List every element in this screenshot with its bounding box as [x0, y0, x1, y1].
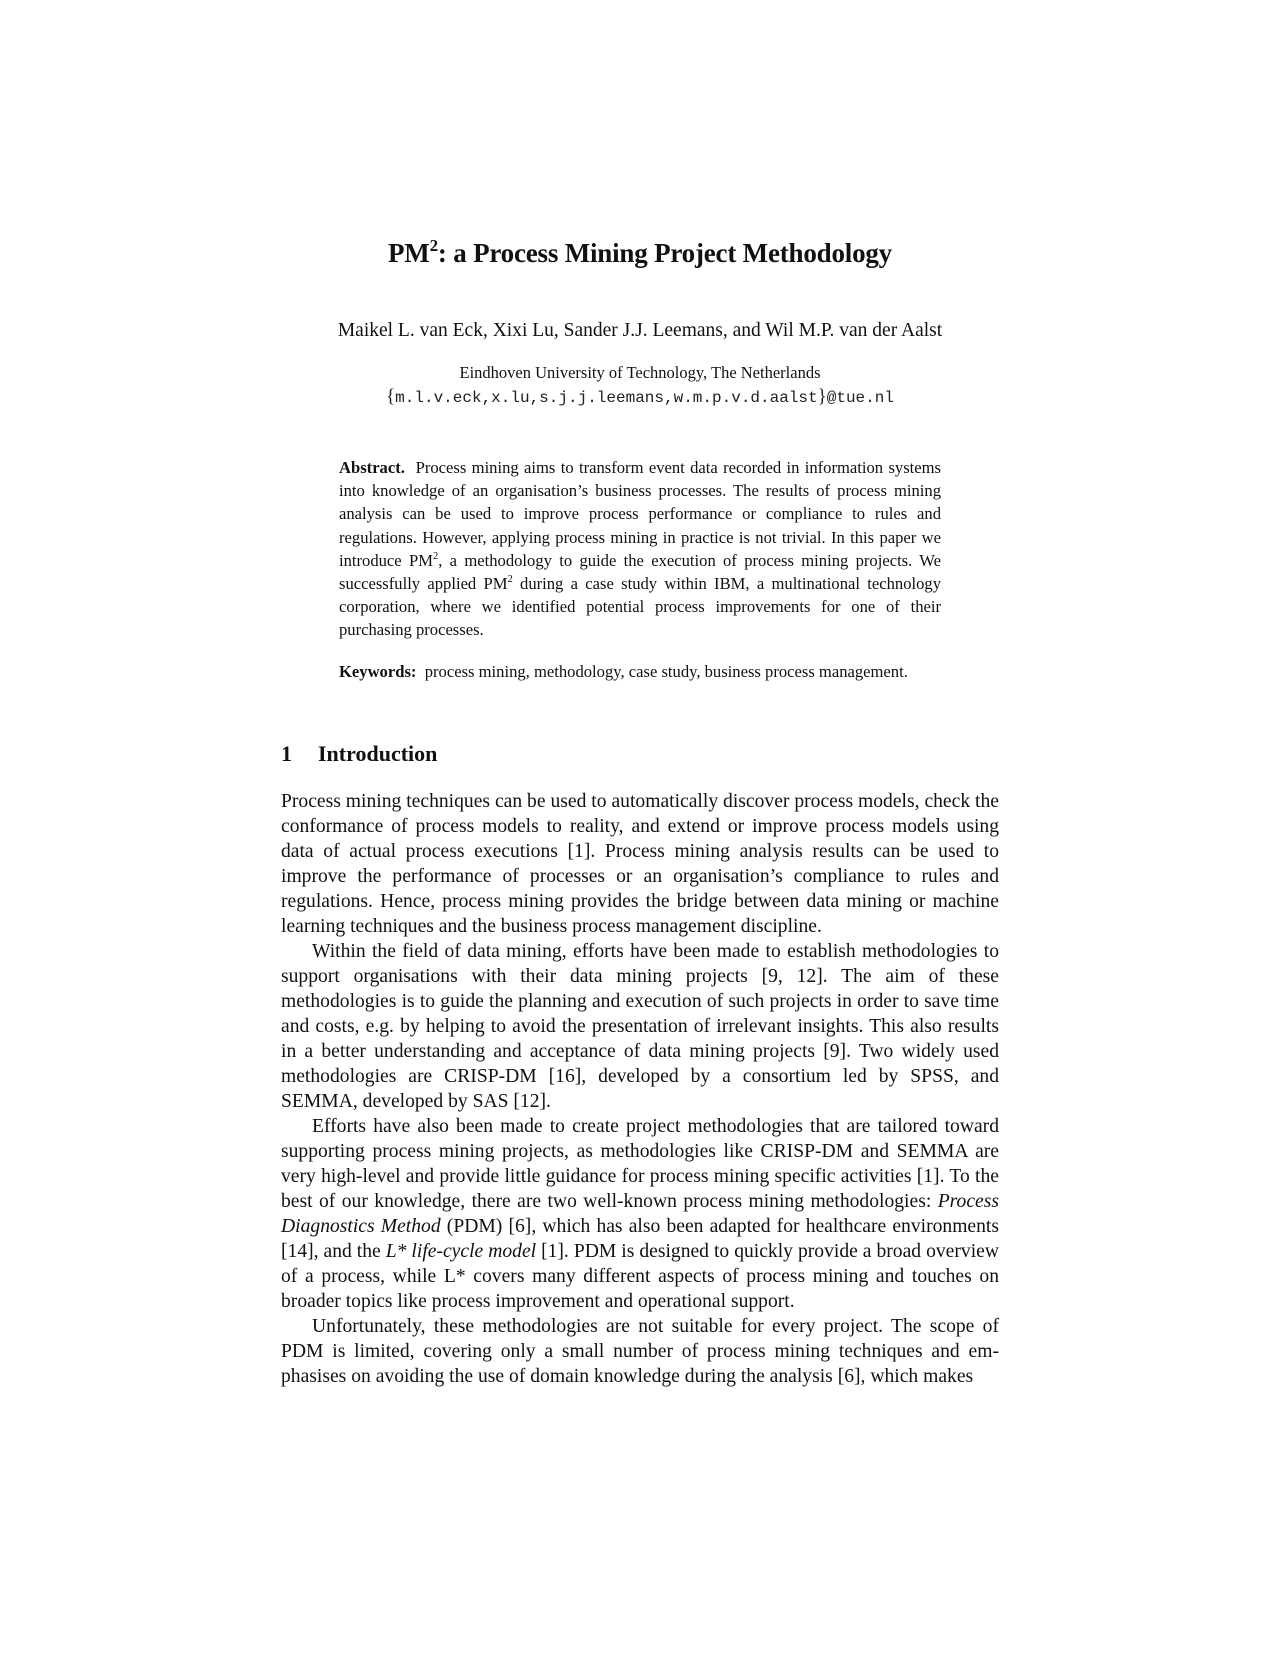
email-brace-open: {: [386, 386, 396, 407]
abstract-label: Abstract.: [339, 458, 405, 477]
author-list: Maikel L. van Eck, Xixi Lu, Sander J.J. Leemans, and Wil M.P. van der Aalst: [337, 320, 943, 341]
abstract-text-3: during a case study within IBM, a multinational technology corporation, where we identified potential process improvements for one of their purchasing processes.: [339, 574, 941, 640]
email-brace-close: }: [817, 386, 827, 407]
paragraph-3-part-b: (PDM) [6], which has also been adapted for healthcare environments [14], and the: [281, 1216, 999, 1262]
email-names: m.l.v.eck,x.lu,s.j.j.leemans,w.m.p.v.d.aalst: [395, 389, 818, 407]
paragraph-3-italic-pdm: Process Diagnostics Method: [281, 1191, 999, 1237]
email-domain: @tue.nl: [826, 389, 894, 407]
body-text: [281, 789, 999, 1389]
section-number: 1: [281, 741, 292, 766]
abstract-text-2: , a methodology to guide the execution of process mining projects. We successfully applied PM: [339, 550, 941, 594]
section-heading: [281, 740, 437, 768]
abstract-sup-1: 2: [432, 550, 439, 562]
abstract-sup-2: 2: [507, 574, 513, 586]
paragraph-1: Process mining techniques can be used to automatically discover process models, check the conformance of process models to reality, and extend or improve process models using data of actual process executions [1]. Process mining analysis results can be used to improve the performance of processes or an organisation’s compliance to rules and regulations. Hence, process mining provides the bridge between data mining or machine learning techniques and the business process management discipline.: [281, 791, 999, 937]
paragraph-3-italic-lstar: L* life-cycle model: [385, 1241, 537, 1262]
keywords-label: Keywords:: [339, 662, 417, 681]
section-title: Introduction: [318, 741, 438, 766]
paragraph-3-part-c: [1]. PDM is designed to quickly provide a broad overview of a process, while L* covers many different aspects of process mining and touches on broader topics like process improvement and operational support.: [281, 1241, 999, 1312]
keywords: [339, 660, 941, 683]
author-emails: [0, 385, 1280, 410]
abstract-text-1: Process mining aims to transform event data recorded in information systems into knowledge of an organisation’s business processes. The results of process mining analysis can be used to improve process performance or compliance to rules and regulations. However, applying process mining in practice is not trivial. In this paper we introduce PM: [339, 458, 941, 570]
title-rest: : a Process Mining Project Methodology: [437, 238, 892, 268]
abstract: [339, 456, 941, 642]
affiliation: Eindhoven University of Technology, The Netherlands: [459, 363, 821, 382]
keywords-text: process mining, methodology, case study, business process management.: [424, 662, 908, 681]
title-main: PM: [388, 238, 430, 268]
paragraph-2: Within the field of data mining, efforts have been made to establish methodologies to support organisations with their data mining projects [9, 12]. The aim of these methodologies is to guide the planning and execution of such projects in order to save time and costs, e.g. by helping to avoid the presentation of irrelevant insights. This also results in a better understanding and acceptance of data mining projects [9]. Two widely used methodologies are CRISP-DM [16], developed by a consortium led by SPSS, and SEMMA, developed by SAS [12].: [281, 941, 999, 1112]
paragraph-3: [281, 1114, 999, 1314]
paragraph-3-part-a: Efforts have also been made to create project methodologies that are tailored toward supporting process mining projects, as methodologies like CRISP-DM and SEMMA are very high-level and provide little guidance for process mining specific activities [1]. To the best of our knowledge, there are two well-known process mining methodologies:: [281, 1116, 999, 1212]
paper-title: [0, 236, 1280, 270]
title-superscript: 2: [429, 236, 438, 255]
paragraph-4: Unfortunately, these methodologies are not suitable for every project. The scope of PDM is limited, covering only a small number of process mining techniques and emphasises on avoiding the use of domain knowledge during the analysis [6], which makes: [281, 1316, 999, 1387]
